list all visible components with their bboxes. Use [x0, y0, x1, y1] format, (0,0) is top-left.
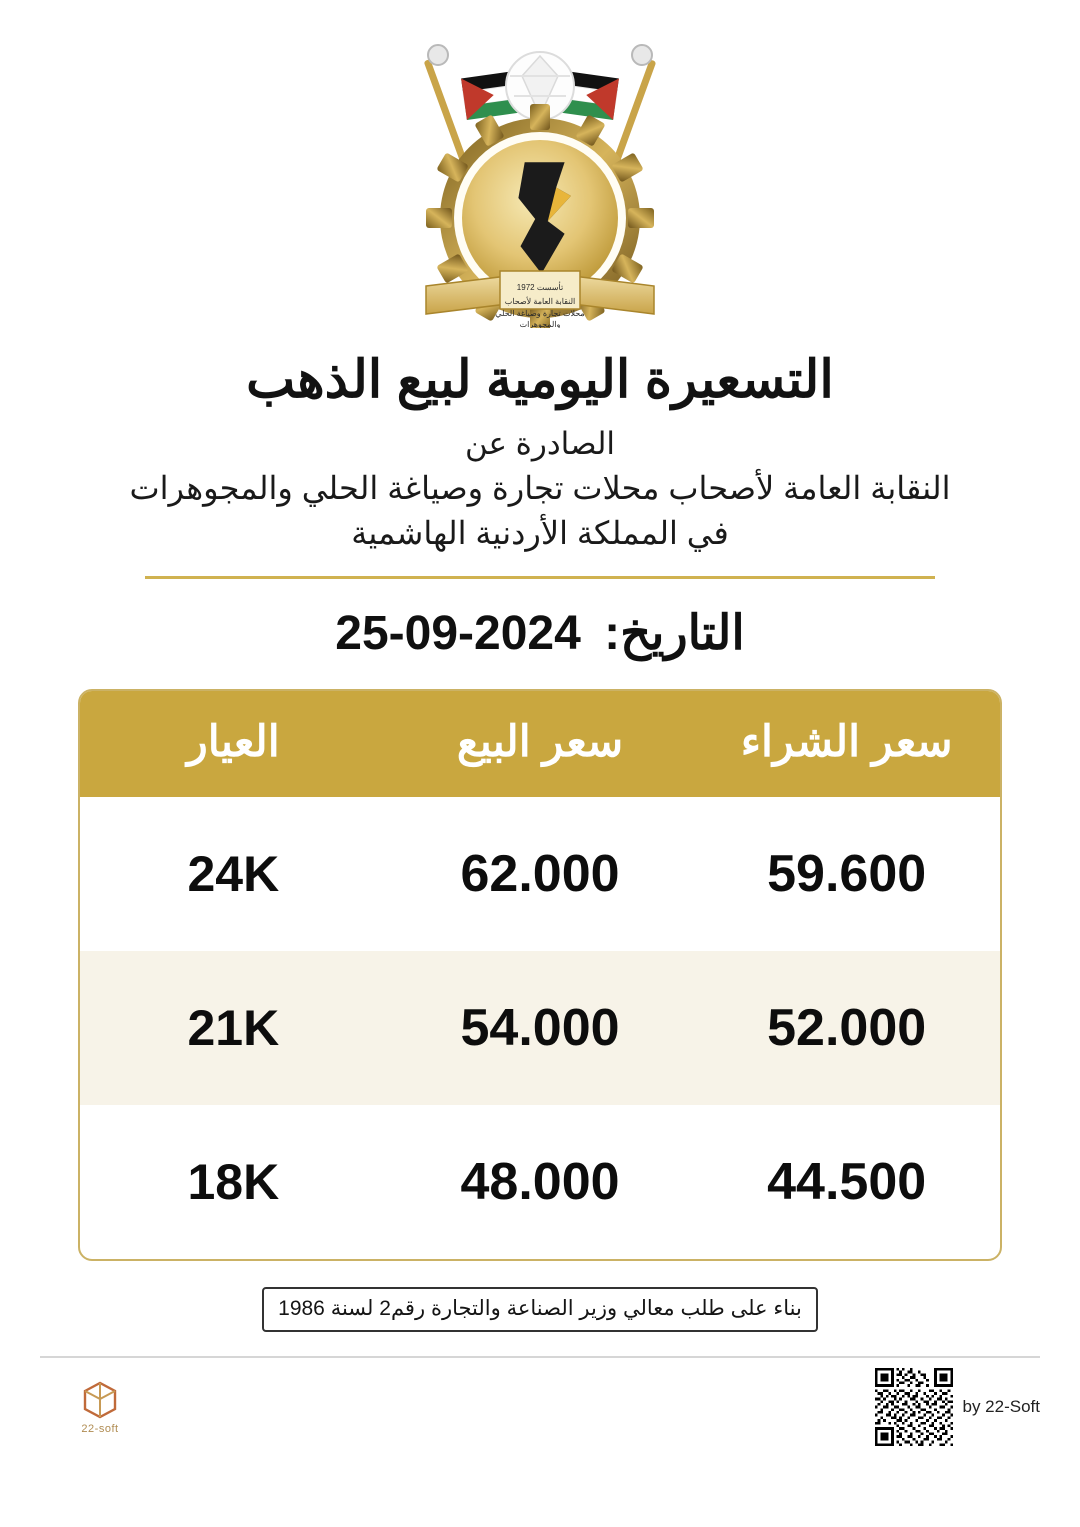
emblem-founded-text: تأسست 1972	[516, 283, 564, 292]
cell-karat: 18K	[187, 1154, 280, 1211]
legal-note: بناء على طلب معالي وزير الصناعة والتجارة رقم2 لسنة 1986	[262, 1287, 818, 1332]
table-row	[80, 951, 1000, 1105]
cell-karat: 21K	[80, 951, 387, 1105]
page-title: التسعيرة اليومية لبيع الذهب	[246, 351, 834, 409]
country-line: في المملكة الأردنية الهاشمية	[351, 514, 729, 551]
emblem-ribbon-mid: محلات تجارة وصياغة الحلي	[495, 309, 585, 318]
issuer-line: النقابة العامة لأصحاب محلات تجارة وصياغة الحلي والمجوهرات	[129, 469, 951, 506]
cell-buy-price: 59.600	[767, 845, 927, 904]
column-header-buy: سعر الشراء	[693, 691, 1000, 797]
cell-buy-price: 44.500	[767, 1153, 927, 1212]
brand-logo	[40, 1379, 160, 1435]
date-line	[335, 605, 744, 661]
column-header-karat: العيار	[80, 691, 387, 797]
cell-sell-price: 54.000	[387, 951, 694, 1105]
date-value: 25-09-2024	[335, 607, 581, 661]
brand-mark-label: 22-soft	[81, 1423, 119, 1436]
footer-divider	[40, 1356, 1040, 1358]
byline-text: by 22-Soft	[962, 1397, 1040, 1417]
table-row	[80, 1105, 1000, 1259]
table-row	[80, 797, 1000, 951]
cube-logo-icon	[79, 1379, 121, 1421]
cell-sell-price: 62.000	[460, 845, 620, 904]
gold-price-table	[78, 689, 1002, 1261]
note-container	[40, 1287, 1040, 1332]
table-header-row	[80, 691, 1000, 797]
emblem-ribbon-top: النقابة العامة لأصحاب	[504, 297, 576, 306]
cell-sell-price: 48.000	[460, 1153, 620, 1212]
cell-karat: 24K	[187, 846, 280, 903]
footer-right	[875, 1368, 1041, 1446]
cell-buy-price: 52.000	[693, 951, 1000, 1105]
union-emblem	[390, 28, 690, 328]
column-header-sell: سعر البيع	[387, 691, 694, 797]
footer	[40, 1368, 1040, 1446]
issued-by-label: الصادرة عن	[464, 426, 616, 462]
date-label: التاريخ:	[604, 607, 745, 661]
qr-code-icon	[875, 1368, 953, 1446]
emblem-ribbon-bottom: والمجوهرات	[519, 320, 561, 328]
title-divider	[145, 576, 935, 579]
